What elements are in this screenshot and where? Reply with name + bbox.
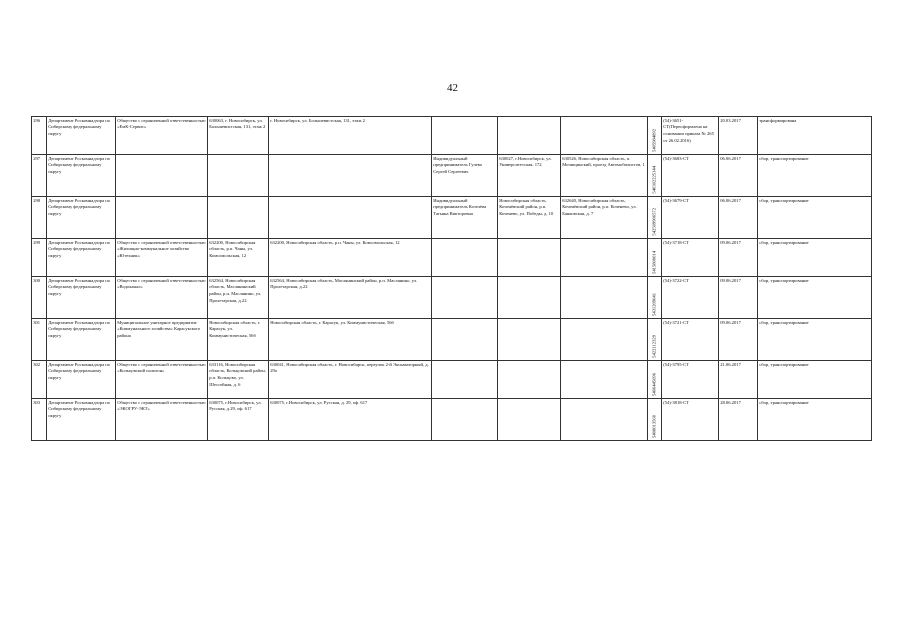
table-body [32,117,872,441]
inn-cell [648,117,662,155]
date-cell: 09.06.2017 [719,277,758,319]
new-licensee-cell [432,239,498,277]
row-number: 299 [32,239,47,277]
activity-address-cell: 632564, Новосибирская область, Маслянинский район, р.п. Маслянино, ул. Пролетарская, д.22 [269,277,432,319]
licensee-cell: Общество с ограниченной ответственностью «ЭКОГРУ-ЭКТ» [116,399,208,441]
table-row [32,117,872,155]
date-cell: 06.06.2017 [719,197,758,239]
inn-text: 542509906572 [651,208,657,236]
licensee-address-cell: 633116, Новосибирская область, Кольцовский район, р.п. Кольцово, ул. Шессейная, д. 6 [208,361,269,399]
new-licensee-cell [432,117,498,155]
row-number: 298 [32,197,47,239]
license-number-cell: (54)-3718-СТ [662,239,719,277]
table-row [32,239,872,277]
table-row [32,197,872,239]
inn-cell [648,197,662,239]
new-address-cell [498,399,561,441]
new-licensee-cell [432,319,498,361]
row-number: 297 [32,155,47,197]
inn-text: 5406445696 [651,373,657,396]
date-cell: 21.06.2017 [719,361,758,399]
new-activity-address-cell: 630526, Новосибирская область, п. Мочищинский, проезд Автомобилистов, 1 [561,155,648,197]
table-row [32,277,872,319]
inn-cell [648,277,662,319]
authority-cell: Департамент Роскомнадзора по Сибирскому федеральному округу [47,277,116,319]
new-address-cell [498,361,561,399]
date-cell: 20.03.2017 [719,117,758,155]
new-licensee-cell: Индивидуальный предприниматель Козелёва Татьяна Викторовна [432,197,498,239]
new-address-cell: Новосибирская область, Коченёвский район, р.п. Коченево, ул. Победы, д. 10 [498,197,561,239]
row-number: 300 [32,277,47,319]
inn-text: 5422112329 [651,335,657,358]
licensee-address-cell: 630075, г.Новосибирск, ул. Русская, д.29, оф. 617 [208,399,269,441]
authority-cell: Департамент Роскомнадзора по Сибирскому федеральному округу [47,361,116,399]
license-number-cell: (54)-3818-СТ [662,399,719,441]
date-cell: 28.06.2017 [719,399,758,441]
table-row [32,155,872,197]
date-cell: 09.06.2017 [719,239,758,277]
inn-text: 540302225144 [651,166,657,194]
activity-address-cell [269,155,432,197]
licensee-cell: Общество с ограниченной ответственностью «Водоканал» [116,277,208,319]
table-row [32,319,872,361]
inn-cell [648,319,662,361]
licensee-cell: Общество с ограниченной ответственностью «ЕмК-Сервис» [116,117,208,155]
activity-type-cell: сбор, транспортирование [758,319,872,361]
date-cell: 06.06.2017 [719,155,758,197]
authority-cell: Департамент Роскомнадзора по Сибирскому федеральному округу [47,197,116,239]
licensee-cell [116,155,208,197]
new-address-cell [498,117,561,155]
inn-text: 5431209041 [651,293,657,316]
inn-cell [648,399,662,441]
authority-cell: Департамент Роскомнадзора по Сибирскому федеральному округу [47,117,116,155]
row-number: 296 [32,117,47,155]
licensee-cell: Муниципальное унитарное предприятие «Коммунального хозяйства» Карасукского района [116,319,208,361]
row-number: 303 [32,399,47,441]
license-number-cell: (54)-3795-СТ [662,361,719,399]
licensee-cell [116,197,208,239]
authority-cell: Департамент Роскомнадзора по Сибирскому федеральному округу [47,155,116,197]
licensee-address-cell: 632200, Новосибирская область, р.п. Чаны, ул. Комсомольская, 12 [208,239,269,277]
activity-type-cell: сбор, транспортирование [758,239,872,277]
row-number: 301 [32,319,47,361]
new-licensee-cell [432,361,498,399]
new-activity-address-cell: 632640, Новосибирская область, Коченёвский район, р.п. Коченево, ул. Банковская, д. 7 [561,197,648,239]
new-licensee-cell: Индивидуальный предприниматель Гулева Сергей Сергеевич [432,155,498,197]
new-activity-address-cell [561,399,648,441]
licensee-cell: Общество с ограниченной ответственностью «Кольцовский полигон» [116,361,208,399]
activity-type-cell: трансформирована [758,117,872,155]
authority-cell: Департамент Роскомнадзора по Сибирскому федеральному округу [47,399,116,441]
new-activity-address-cell [561,361,648,399]
new-activity-address-cell [561,117,648,155]
new-activity-address-cell [561,319,648,361]
license-number-cell: (54)-3722-СТ [662,277,719,319]
license-number-cell: (54)-3683-СТ [662,155,719,197]
licensee-address-cell: 632564, Новосибирская область, Маслянинский район, р.п. Маслянино, ул. Пролетарская, д.22 [208,277,269,319]
new-address-cell [498,277,561,319]
new-address-cell [498,319,561,361]
activity-address-cell: 632200, Новосибирская область, р.п. Чаны, ул. Комсомольская, 12 [269,239,432,277]
license-registry-table [31,116,872,441]
page-number: 42 [447,82,458,94]
activity-address-cell: 630075, г.Новосибирск, ул. Русская, д. 29, оф. 617 [269,399,432,441]
inn-text: 5415800014 [651,251,657,274]
activity-address-cell: г. Новосибирск, ул. Большевистская, 131, этаж 2 [269,117,432,155]
activity-type-cell: сбор, транспортирование [758,277,872,319]
inn-cell [648,155,662,197]
license-number-cell: (54)-3679-СТ [662,197,719,239]
activity-type-cell: сбор, транспортирование [758,155,872,197]
date-cell: 09.06.2017 [719,319,758,361]
new-address-cell: 630027, г.Новосибирск, ул. Университетская, 172 [498,155,561,197]
inn-cell [648,239,662,277]
new-address-cell [498,239,561,277]
activity-address-cell [269,197,432,239]
new-licensee-cell [432,277,498,319]
activity-type-cell: сбор, транспортирование [758,399,872,441]
authority-cell: Департамент Роскомнадзора по Сибирскому федеральному округу [47,319,116,361]
licensee-address-cell: Новосибирская область, г. Карасук, ул. Коммунистическая, 56б [208,319,269,361]
activity-type-cell: сбор, транспортирование [758,197,872,239]
licensee-cell: Общество с ограниченной ответственностью «Жилищно-коммунальное хозяйство «Ютехник» [116,239,208,277]
table-row [32,361,872,399]
activity-type-cell: сбор, транспортирование [758,361,872,399]
license-number-cell: (54)-3651-СТ(Переоформлена на основании приказа № 265 от 26.02.2016) [662,117,719,155]
row-number: 302 [32,361,47,399]
new-activity-address-cell [561,239,648,277]
new-licensee-cell [432,399,498,441]
licensee-address-cell [208,197,269,239]
inn-text: 5405984892 [651,129,657,152]
activity-address-cell: 630041, Новосибирская область, г. Новосибирск, переулок 2-й Экскаваторный, д. 29а [269,361,432,399]
activity-address-cell: Новосибирская область, г. Карасук, ул. Коммунистическая, 56б [269,319,432,361]
inn-cell [648,361,662,399]
license-number-cell: (54)-3721-СТ [662,319,719,361]
new-activity-address-cell [561,277,648,319]
licensee-address-cell: 630063, г. Новосибирск, ул. Большевистская, 131, этаж 2 [208,117,269,155]
licensee-address-cell [208,155,269,197]
authority-cell: Департамент Роскомнадзора по Сибирскому федеральному округу [47,239,116,277]
inn-text: 5408013560 [651,415,657,438]
table-row [32,399,872,441]
